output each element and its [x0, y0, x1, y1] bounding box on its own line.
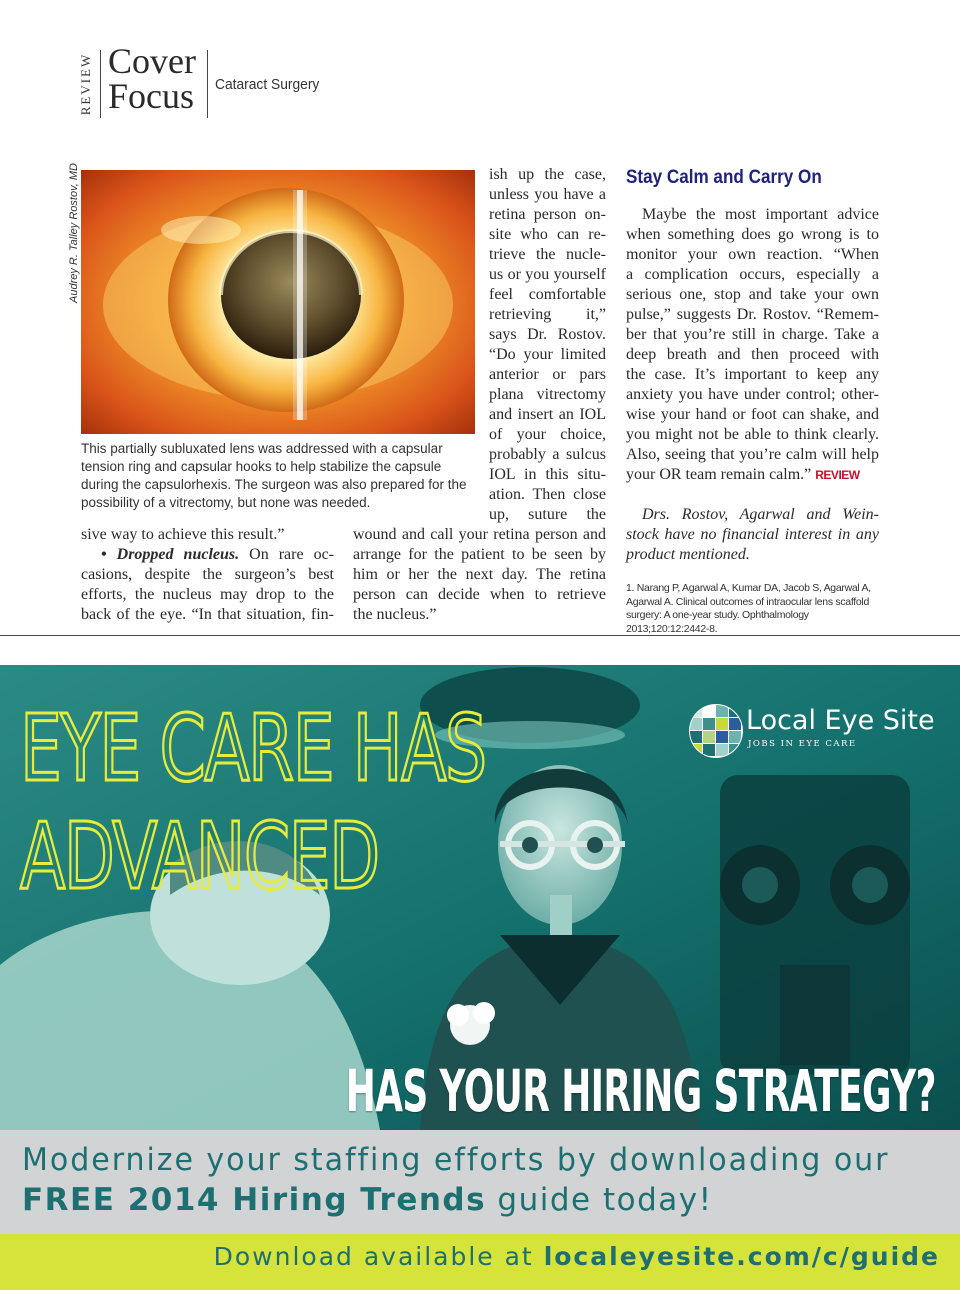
text-line: Also, seeing that you’re calm will help [626, 446, 879, 463]
text-line-with-end-mark [626, 465, 879, 485]
subhead-stay-calm: Stay Calm and Carry On [626, 167, 822, 188]
column-middle-top [489, 165, 606, 525]
text-line: you might not be able to think clearly. [626, 426, 879, 443]
page-divider [0, 635, 960, 636]
text-line: of your choice, [489, 426, 606, 443]
text-line: Drs. Rostov, Agarwal and Wein- [642, 506, 879, 523]
text-line: IOL in this situ- [489, 466, 606, 483]
text-line: unless you have a [489, 186, 606, 203]
text-line: retina person on- [489, 206, 606, 223]
title-line-2: Focus [108, 76, 195, 116]
header-divider [207, 50, 208, 118]
eye-photo [81, 170, 475, 434]
text-line: wise your hand or foot can shake, and [626, 406, 879, 423]
text-line: ber that you’re still in charge. Take a [626, 326, 879, 343]
ad-download-text [214, 1242, 940, 1271]
bullet-dropped-nucleus [81, 545, 334, 565]
ad-message-band [0, 1130, 960, 1234]
text-line: probably a sulcus [489, 446, 606, 463]
ad-footer [0, 1234, 960, 1290]
header-divider [100, 50, 101, 118]
text-line: ish up the case, [489, 166, 606, 183]
text-line: monitor your own reaction. “When [626, 246, 879, 263]
text-line: pulse,” suggests Dr. Rostov. “Remem- [626, 306, 879, 323]
ad-headline [20, 695, 486, 911]
text-line: anterior or pars [489, 366, 606, 383]
column-left [81, 525, 334, 625]
text-line: the nucleus.” [353, 606, 437, 623]
text-line: product mentioned. [626, 546, 750, 563]
text-line: stock have no financial interest in any [626, 526, 879, 543]
bullet-rest: On rare oc- [249, 546, 335, 563]
text-line: us or you yourself [489, 266, 606, 283]
ad-message-highlight: FREE 2014 Hiring Trends [22, 1182, 487, 1218]
text-line: back of the eye. “In that situation, fin- [81, 606, 334, 623]
text-line: a complication occurs, especially a [626, 266, 879, 283]
text-line: efforts, the nucleus may drop to the [81, 586, 334, 603]
text-line: Maybe the most important advice [642, 206, 879, 223]
text-line: the case. It’s important to keep any [626, 366, 879, 383]
column-right [626, 205, 879, 485]
text-line: says Dr. Rostov. [489, 326, 606, 343]
bullet-lead: • Dropped nucleus. [101, 546, 240, 563]
text-line: feel comfortable [489, 286, 606, 303]
ad-question: HAS YOUR HIRING STRATEGY? [345, 1057, 936, 1125]
download-prefix: Download available at [213, 1242, 544, 1271]
review-end-mark: REVIEW [815, 468, 860, 482]
photo-credit: Audrey R. Talley Rostov, MD [68, 163, 80, 303]
logo-tagline: JOBS IN EYE CARE [748, 739, 857, 749]
ad-message-rest: guide today! [486, 1182, 713, 1218]
column-middle-bottom [353, 525, 606, 625]
ad-message-line-1: Modernize your staffing efforts by downloading our [22, 1142, 890, 1178]
text-line: and insert an IOL [489, 406, 606, 423]
text-line: when something does go wrong is to [626, 226, 879, 243]
text-line: person can decide when to retrieve [353, 586, 606, 603]
review-vertical-label: REVIEW [78, 52, 93, 116]
text-line: deep breath and then proceed with [626, 346, 879, 363]
title-line-1: Cover [108, 41, 196, 81]
text-line: up, suture the [489, 506, 606, 523]
ad-headline-line-2: ADVANCED [20, 803, 379, 910]
logo-name: Local Eye Site [746, 705, 935, 736]
text-line: arrange for the patient to be seen by [353, 546, 606, 563]
text-line: sive way to achieve this result.” [81, 526, 285, 543]
ad-headline-line-1: EYE CARE HAS [20, 695, 486, 802]
text-line: “Do your limited [489, 346, 606, 363]
section-name: Cataract Surgery [215, 76, 320, 93]
text-line: ation. Then close [489, 486, 606, 503]
text-line: plana vitrectomy [489, 386, 606, 403]
text-line: casions, despite the surgeon’s best [81, 566, 334, 583]
reference: 1. Narang P, Agarwal A, Kumar DA, Jacob S, Agarwal A, Agarwal A. Clinical outcomes of intraocular lens scaffold surgery: A one-year study. Ophthalmology 2013;120:12:2442-8. [626, 582, 871, 635]
text-line: your OR team remain calm.” [626, 466, 812, 483]
text-line: site who can re- [489, 226, 606, 243]
text-line: retrieving it,” [489, 306, 606, 323]
text-line: serious one, stop and take your own [626, 286, 879, 303]
text-line: wound and call your retina person and [353, 526, 606, 543]
ad-message-line-2 [22, 1182, 713, 1218]
text-line: him or her the next day. The retina [353, 566, 606, 583]
advertisement[interactable] [0, 665, 960, 1290]
logo-grid-icon [688, 703, 744, 759]
download-url-link[interactable]: localeyesite.com/c/guide [543, 1242, 940, 1271]
figure-caption: This partially subluxated lens was addressed with a capsular tension ring and capsular hooks to help stabilize the capsule during the capsulorhexis. The surgeon was also prepared for the possibility of a vitrectomy, but none was needed. [81, 441, 467, 510]
text-line: trieve the nucle- [489, 246, 606, 263]
disclosure [626, 505, 879, 565]
cover-focus-title [108, 41, 196, 116]
text-line: anxiety you have under control; other- [626, 386, 879, 403]
